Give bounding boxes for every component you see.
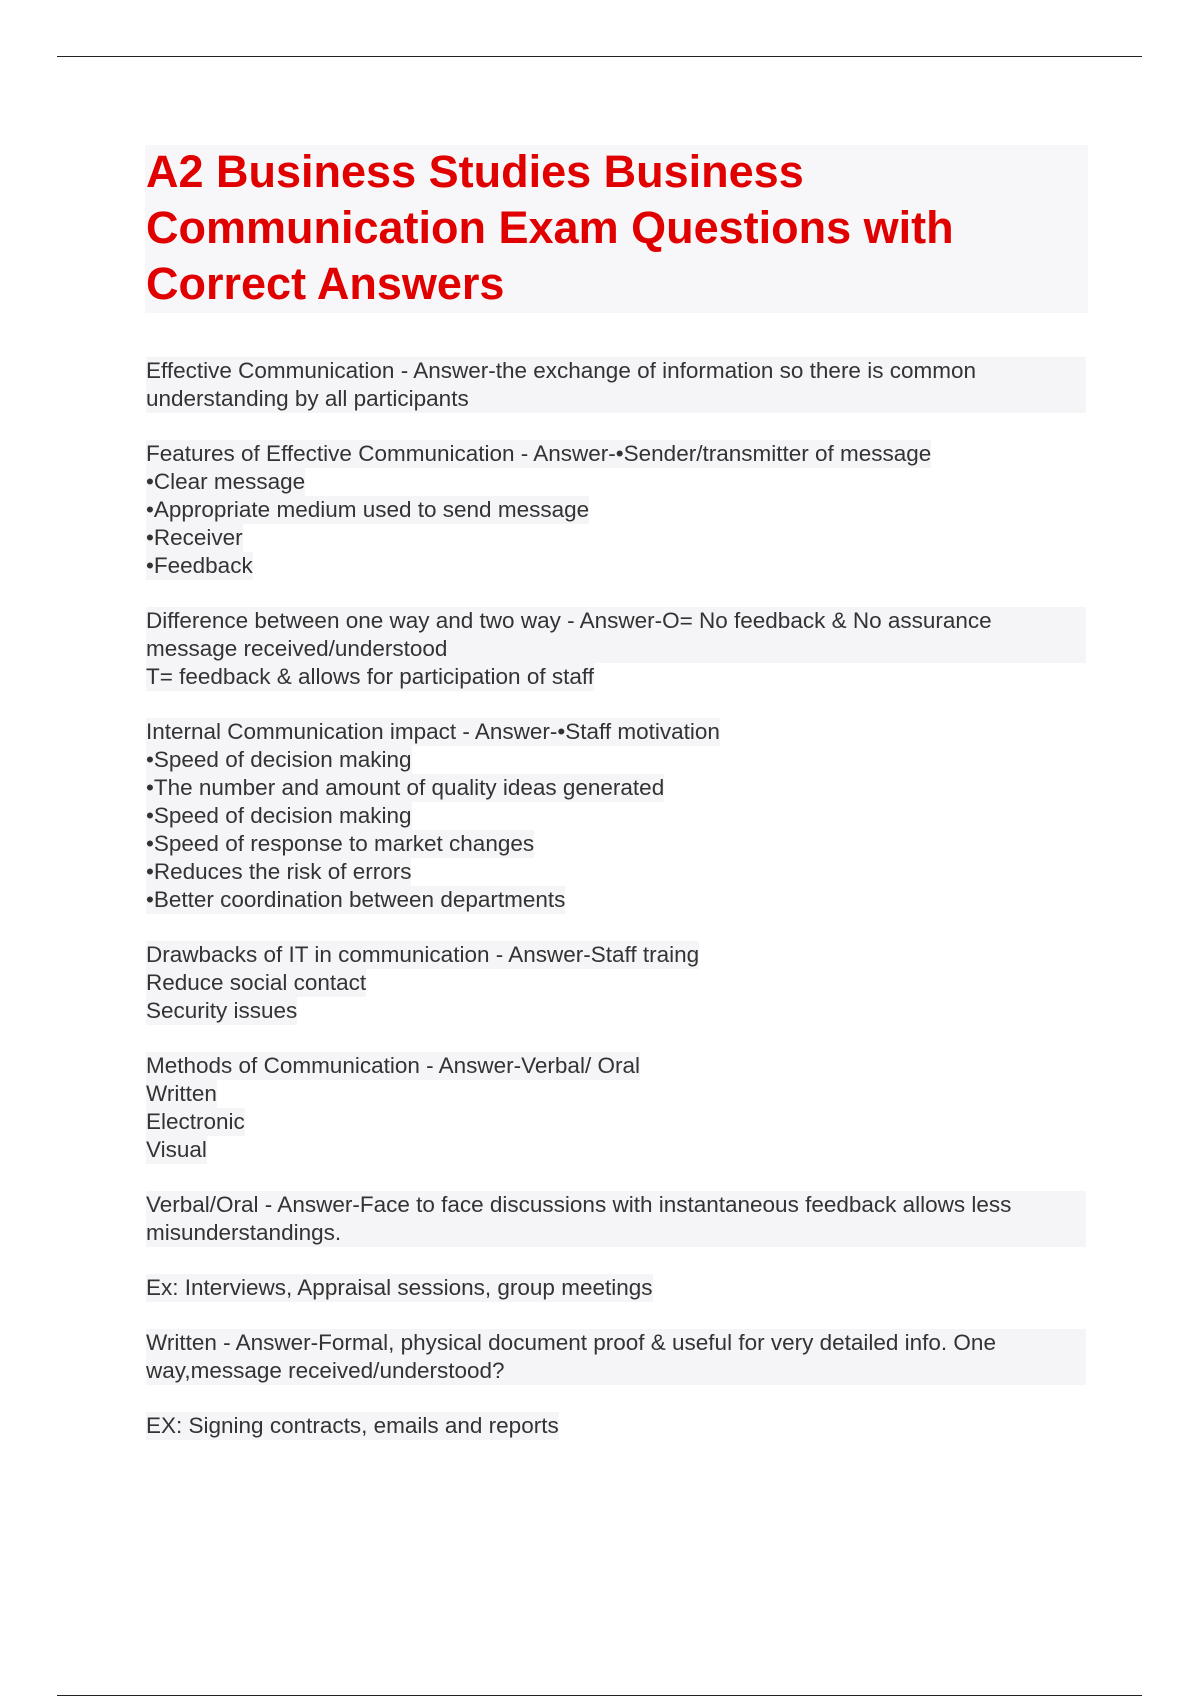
qa-line: •Clear message	[146, 469, 306, 494]
qa-line: Drawbacks of IT in communication - Answer-Staff traing	[146, 942, 700, 967]
qa-line: •Speed of decision making	[146, 747, 412, 772]
qa-line: Methods of Communication - Answer-Verbal/ Oral	[146, 1053, 640, 1078]
qa-block-methods	[146, 1052, 1096, 1164]
qa-line: •Reduces the risk of errors	[146, 859, 412, 884]
qa-line: Effective Communication - Answer-the exchange of information so there is common understanding by all participants	[146, 357, 1086, 413]
qa-line: •Better coordination between departments	[146, 887, 566, 912]
qa-line: T= feedback & allows for participation of staff	[146, 664, 594, 689]
bottom-rule	[57, 1695, 1142, 1696]
top-rule	[57, 56, 1142, 57]
qa-block-it-drawbacks	[146, 941, 1096, 1025]
qa-line: Difference between one way and two way - Answer-O= No feedback & No assurance message received/understood	[146, 607, 1086, 663]
qa-line: •Receiver	[146, 525, 243, 550]
qa-block-internal-impact	[146, 718, 1096, 914]
qa-block-written-example	[146, 1412, 1096, 1440]
qa-line: Visual	[146, 1137, 207, 1162]
qa-block-one-way-two-way	[146, 607, 1096, 691]
qa-line: •Appropriate medium used to send message	[146, 497, 590, 522]
qa-line: •Speed of response to market changes	[146, 831, 535, 856]
qa-block-written	[146, 1329, 1096, 1385]
qa-line: Written	[146, 1081, 217, 1106]
qa-line: EX: Signing contracts, emails and reports	[146, 1413, 559, 1438]
qa-line: Features of Effective Communication - Answer-•Sender/transmitter of message	[146, 441, 932, 466]
qa-block-verbal-example	[146, 1274, 1096, 1302]
qa-line: Written - Answer-Formal, physical document proof & useful for very detailed info. One way,message received/understood?	[146, 1329, 1086, 1385]
qa-line: Internal Communication impact - Answer-•Staff motivation	[146, 719, 720, 744]
document-title: A2 Business Studies Business Communication Exam Questions with Correct Answers	[146, 146, 954, 309]
qa-block-features	[146, 440, 1096, 580]
qa-block-effective-communication	[146, 357, 1096, 413]
qa-line: •Feedback	[146, 553, 253, 578]
qa-line: Security issues	[146, 998, 298, 1023]
qa-line: Electronic	[146, 1109, 245, 1134]
qa-line: •The number and amount of quality ideas generated	[146, 775, 665, 800]
qa-line: Reduce social contact	[146, 970, 367, 995]
qa-line: •Speed of decision making	[146, 803, 412, 828]
qa-block-verbal-oral	[146, 1191, 1096, 1247]
qa-line: Verbal/Oral - Answer-Face to face discussions with instantaneous feedback allows less misunderstandings.	[146, 1191, 1086, 1247]
qa-line: Ex: Interviews, Appraisal sessions, group meetings	[146, 1275, 653, 1300]
document-body	[146, 357, 1096, 1467]
